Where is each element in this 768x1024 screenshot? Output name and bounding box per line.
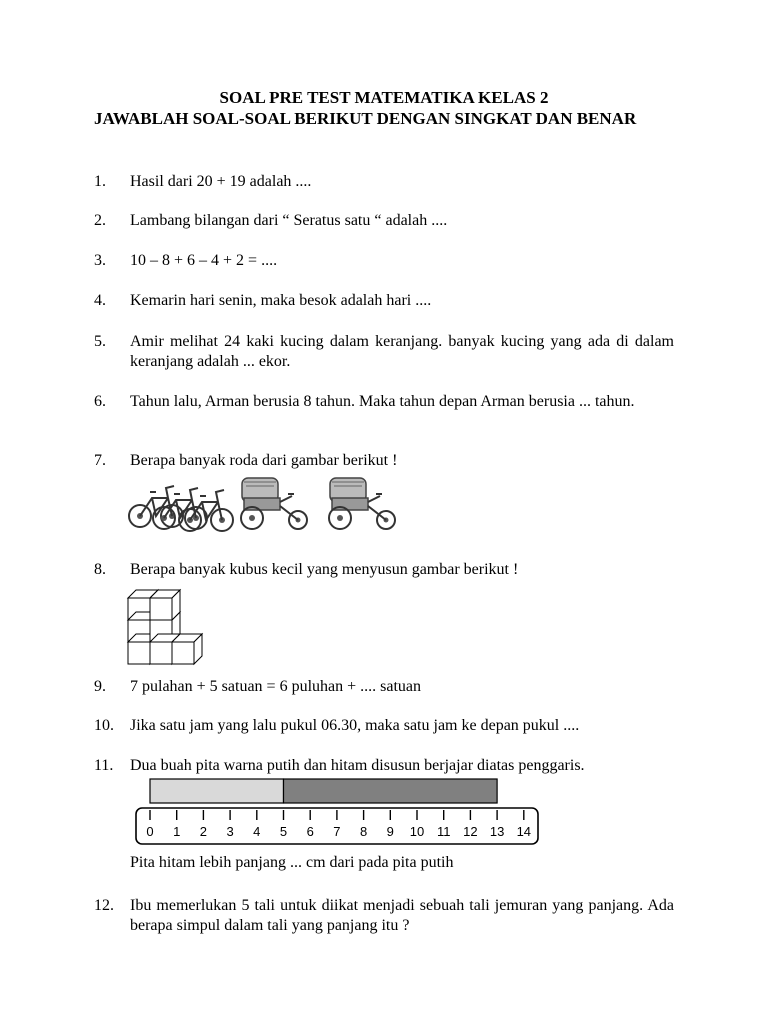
ruler-tick-label: 2 [199, 824, 208, 839]
question-text: Jika satu jam yang lalu pukul 06.30, maka satu jam ke depan pukul .... [130, 717, 580, 734]
question-text: Dua buah pita warna putih dan hitam disusun berjajar diatas penggaris. [130, 757, 585, 774]
ruler-tick-label: 6 [306, 824, 314, 839]
page-title: SOAL PRE TEST MATEMATIKA KELAS 2 [219, 88, 549, 107]
ruler-tick-label: 12 [463, 824, 478, 839]
question-number: 2. [94, 212, 106, 229]
question-11-followup: Pita hitam lebih panjang ... cm dari pada pita putih [130, 854, 454, 871]
ruler-tick-label: 8 [359, 824, 368, 839]
question-number: 1. [94, 173, 106, 190]
ruler-tick-label: 11 [436, 824, 451, 839]
question-number: 12. [94, 897, 114, 914]
black-ribbon [284, 779, 498, 803]
question-number: 11. [94, 757, 114, 774]
question-number: 8. [94, 561, 106, 578]
pedicab-icon [241, 478, 307, 529]
question-number: 9. [94, 678, 106, 695]
ruler-tick-label: 1 [173, 824, 181, 839]
vehicles-figure [128, 470, 408, 532]
ruler-tick-label: 0 [146, 824, 154, 839]
cube-icon [172, 634, 202, 664]
question-text: Hasil dari 20 + 19 adalah .... [130, 173, 312, 190]
ruler-tick-label: 4 [253, 824, 261, 839]
question-number: 3. [94, 252, 106, 269]
question-text: Ibu memerlukan 5 tali untuk diikat menjadi sebuah tali jemuran yang panjang. Ada berapa simpul dalam tali yang panjang itu ? [130, 897, 674, 934]
ruler-figure [130, 776, 545, 848]
question-text: Kemarin hari senin, maka besok adalah hari .... [130, 292, 432, 309]
ruler-tick-label: 10 [409, 824, 425, 839]
ruler-tick-label: 9 [386, 824, 394, 839]
question-text: 10 – 8 + 6 – 4 + 2 = .... [130, 252, 278, 269]
question-text: Lambang bilangan dari “ Seratus satu “ adalah .... [130, 212, 448, 229]
pedicab-icon [329, 478, 395, 529]
question-number: 7. [94, 452, 106, 469]
question-number: 10. [94, 717, 114, 734]
question-text: Berapa banyak roda dari gambar berikut ! [130, 452, 398, 469]
ruler-tick-label: 5 [279, 824, 288, 839]
ruler-tick-label: 3 [226, 824, 234, 839]
ruler-tick-label: 7 [333, 824, 341, 839]
cubes-figure [126, 586, 212, 666]
ruler-tick-label: 13 [489, 824, 505, 839]
question-text: Tahun lalu, Arman berusia 8 tahun. Maka tahun depan Arman berusia ... tahun. [130, 393, 635, 410]
question-text: Amir melihat 24 kaki kucing dalam keranjang. banyak kucing yang ada di dalam keranjang adalah ... ekor. [130, 333, 674, 370]
instruction: JAWABLAH SOAL-SOAL BERIKUT DENGAN SINGKAT DAN BENAR [94, 109, 637, 128]
question-text: Berapa banyak kubus kecil yang menyusun gambar berikut ! [130, 561, 519, 578]
question-number: 5. [94, 333, 106, 350]
white-ribbon [150, 779, 284, 803]
ruler-tick-label: 14 [516, 824, 532, 839]
question-number: 4. [94, 292, 106, 309]
question-number: 6. [94, 393, 106, 410]
cube-icon [150, 590, 180, 620]
question-text: 7 pulahan + 5 satuan = 6 puluhan + .... satuan [130, 678, 422, 695]
